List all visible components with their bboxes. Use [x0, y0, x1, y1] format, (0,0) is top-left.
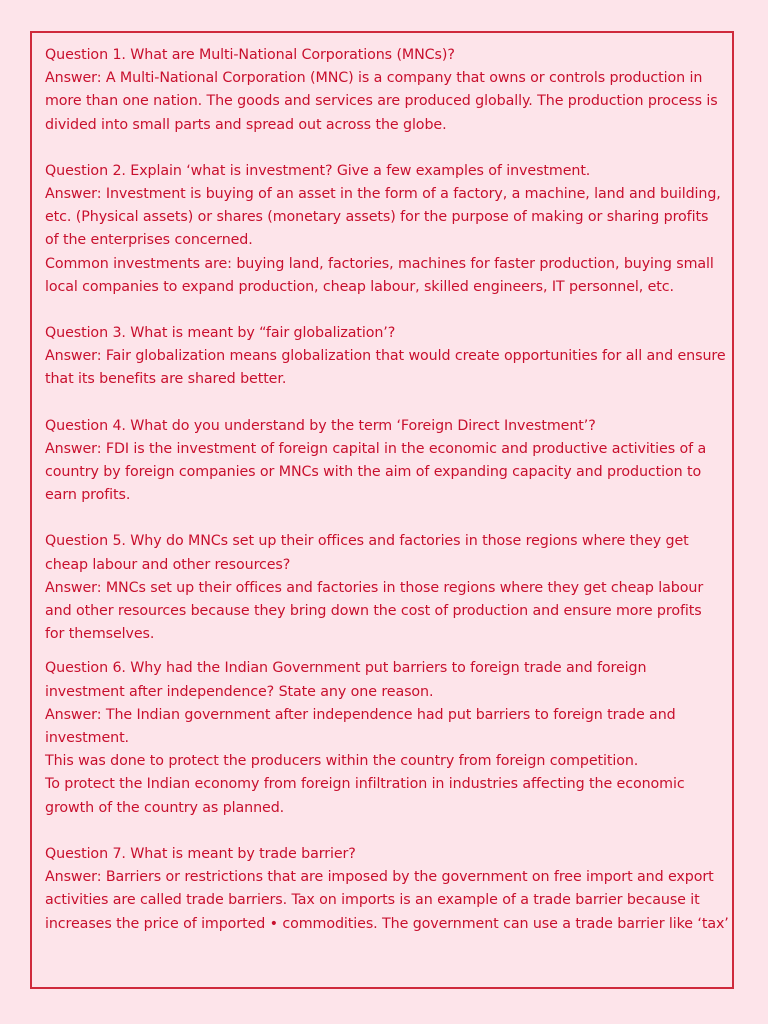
answer-5-line-2: and other resources because they bring down the cost of production and ensure more profits [45, 603, 702, 620]
answer-2-line-1: Answer: Investment is buying of an asset in the form of a factory, a machine, land and building, [45, 186, 721, 203]
answer-6-line-3: This was done to protect the producers within the country from foreign competition. [45, 753, 639, 770]
qa-block-2 [45, 160, 735, 299]
answer-7-line-1: Answer: Barriers or restrictions that are imposed by the government on free import and export [45, 869, 714, 886]
question-4: Question 4. What do you understand by the term ‘Foreign Direct Investment’? [45, 417, 596, 434]
answer-1-line-2: more than one nation. The goods and services are produced globally. The production process is [45, 93, 718, 110]
answer-6-line-4: To protect the Indian economy from foreign infiltration in industries affecting the economic [45, 776, 685, 793]
answer-7-line-3: increases the price of imported • commodities. The government can use a trade barrier like ‘tax’ [45, 915, 729, 932]
answer-6-line-1: Answer: The Indian government after independence had put barriers to foreign trade and [45, 706, 676, 723]
question-1: Question 1. What are Multi-National Corporations (MNCs)? [45, 47, 455, 63]
answer-5-line-3: for themselves. [45, 626, 155, 643]
qa-block-4 [45, 415, 735, 508]
question-6-line-2: investment after independence? State any one reason. [45, 683, 434, 700]
answer-4-line-3: earn profits. [45, 487, 131, 504]
answer-6-line-5: growth of the country as planned. [45, 799, 285, 816]
answer-3-line-1: Answer: Fair globalization means globalization that would create opportunities for all and ensure [45, 348, 726, 365]
question-6-line-1: Question 6. Why had the Indian Government put barriers to foreign trade and foreign [45, 660, 647, 677]
qa-block-6 [45, 657, 735, 819]
answer-2-line-3: of the enterprises concerned. [45, 232, 253, 249]
answer-2-line-4: Common investments are: buying land, factories, machines for faster production, buying small [45, 255, 714, 272]
question-5-line-1: Question 5. Why do MNCs set up their offices and factories in those regions where they get [45, 533, 689, 550]
answer-4-line-2: country by foreign companies or MNCs with the aim of expanding capacity and production to [45, 464, 702, 481]
qa-block-3 [45, 322, 735, 392]
qa-content [45, 44, 735, 959]
question-5-line-2: cheap labour and other resources? [45, 556, 291, 573]
qa-block-5 [45, 530, 735, 646]
answer-1-line-1: Answer: A Multi-National Corporation (MNC) is a company that owns or controls production in [45, 70, 703, 87]
answer-4-line-1: Answer: FDI is the investment of foreign capital in the economic and productive activities of a [45, 440, 707, 457]
answer-2-line-5: local companies to expand production, cheap labour, skilled engineers, IT personnel, etc. [45, 278, 674, 295]
qa-block-7 [45, 843, 735, 936]
qa-block-1 [45, 44, 735, 137]
answer-6-line-2: investment. [45, 730, 129, 747]
answer-5-line-1: Answer: MNCs set up their offices and factories in those regions where they get cheap labour [45, 579, 704, 596]
question-7: Question 7. What is meant by trade barrier? [45, 845, 356, 862]
answer-7-line-2: activities are called trade barriers. Tax on imports is an example of a trade barrier because it [45, 892, 700, 909]
answer-1-line-3: divided into small parts and spread out across the globe. [45, 116, 447, 133]
answer-2-line-2: etc. (Physical assets) or shares (monetary assets) for the purpose of making or sharing profits [45, 209, 709, 226]
question-3: Question 3. What is meant by “fair globalization’? [45, 325, 396, 342]
question-2: Question 2. Explain ‘what is investment? Give a few examples of investment. [45, 162, 591, 179]
answer-3-line-2: that its benefits are shared better. [45, 371, 287, 388]
